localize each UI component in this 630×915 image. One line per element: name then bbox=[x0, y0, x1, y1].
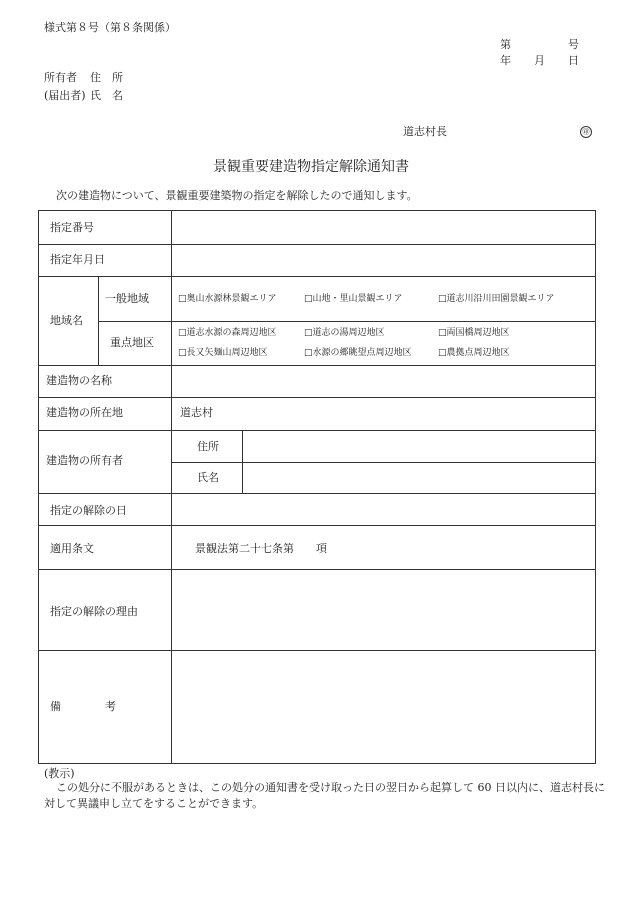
notice-heading: (教示) bbox=[44, 767, 75, 780]
owner-address-field-label: 住所 bbox=[197, 440, 219, 453]
general-area-label: 一般地域 bbox=[105, 292, 149, 305]
remarks-label: 備 考 bbox=[50, 700, 116, 713]
owner-name-field-label: 氏名 bbox=[197, 471, 219, 484]
key-option-3[interactable]: □両国橋周辺地区 bbox=[438, 328, 510, 338]
owner-address-label: 住 所 bbox=[90, 71, 123, 84]
seal-mark bbox=[580, 125, 592, 138]
key-area-label: 重点地区 bbox=[110, 336, 154, 349]
form-number: 様式第８号（第８条関係） bbox=[44, 21, 176, 34]
month-label: 月 bbox=[534, 54, 545, 67]
addressee: 道志村長 bbox=[403, 125, 447, 138]
designation-date-label: 指定年月日 bbox=[50, 253, 105, 266]
key-option-5[interactable]: □水源の郷眺望点周辺地区 bbox=[304, 348, 412, 358]
intro-text: 次の建造物について、景観重要建築物の指定を解除したので通知します。 bbox=[56, 189, 418, 202]
article-value: 景観法第二十七条第 項 bbox=[195, 542, 327, 555]
building-location-value: 道志村 bbox=[180, 406, 213, 419]
building-name-label: 建造物の名称 bbox=[46, 374, 112, 387]
owner-role: 所有者 bbox=[44, 71, 77, 84]
building-location-label: 建造物の所在地 bbox=[46, 406, 123, 419]
release-date-label: 指定の解除の日 bbox=[50, 504, 127, 517]
key-option-2[interactable]: □道志の湯周辺地区 bbox=[304, 328, 385, 338]
general-option-2[interactable]: □山地・里山景観エリア bbox=[304, 294, 403, 304]
notifier-role: (届出者) bbox=[44, 89, 86, 102]
release-reason-label: 指定の解除の理由 bbox=[50, 605, 138, 618]
number-prefix: 第 bbox=[500, 38, 511, 51]
number-suffix: 号 bbox=[568, 38, 579, 51]
area-name-label: 地域名 bbox=[50, 314, 83, 327]
building-owner-label: 建造物の所有者 bbox=[46, 454, 123, 467]
seal-icon: ㊞ bbox=[580, 126, 592, 138]
owner-name-label: 氏 名 bbox=[90, 89, 123, 102]
day-label: 日 bbox=[568, 54, 579, 67]
article-label: 適用条文 bbox=[50, 542, 94, 555]
notice-line-1: この処分に不服があるときは、この処分の通知書を受け取った日の翌日から起算して 60 日以内に、道志村長に bbox=[56, 781, 605, 794]
notice-line-2: 対して異議申し立てをすることができます。 bbox=[44, 797, 264, 810]
key-option-4[interactable]: □長又矢麺山周辺地区 bbox=[178, 348, 268, 358]
general-option-3[interactable]: □道志川沿川田園景観エリア bbox=[438, 294, 555, 304]
key-option-1[interactable]: □道志水源の森周辺地区 bbox=[178, 328, 277, 338]
year-label: 年 bbox=[500, 54, 511, 67]
general-option-1[interactable]: □奥山水源林景観エリア bbox=[178, 294, 277, 304]
designation-number-label: 指定番号 bbox=[50, 221, 94, 234]
key-option-6[interactable]: □農拠点周辺地区 bbox=[438, 348, 510, 358]
document-title: 景観重要建造物指定解除通知書 bbox=[213, 159, 409, 175]
